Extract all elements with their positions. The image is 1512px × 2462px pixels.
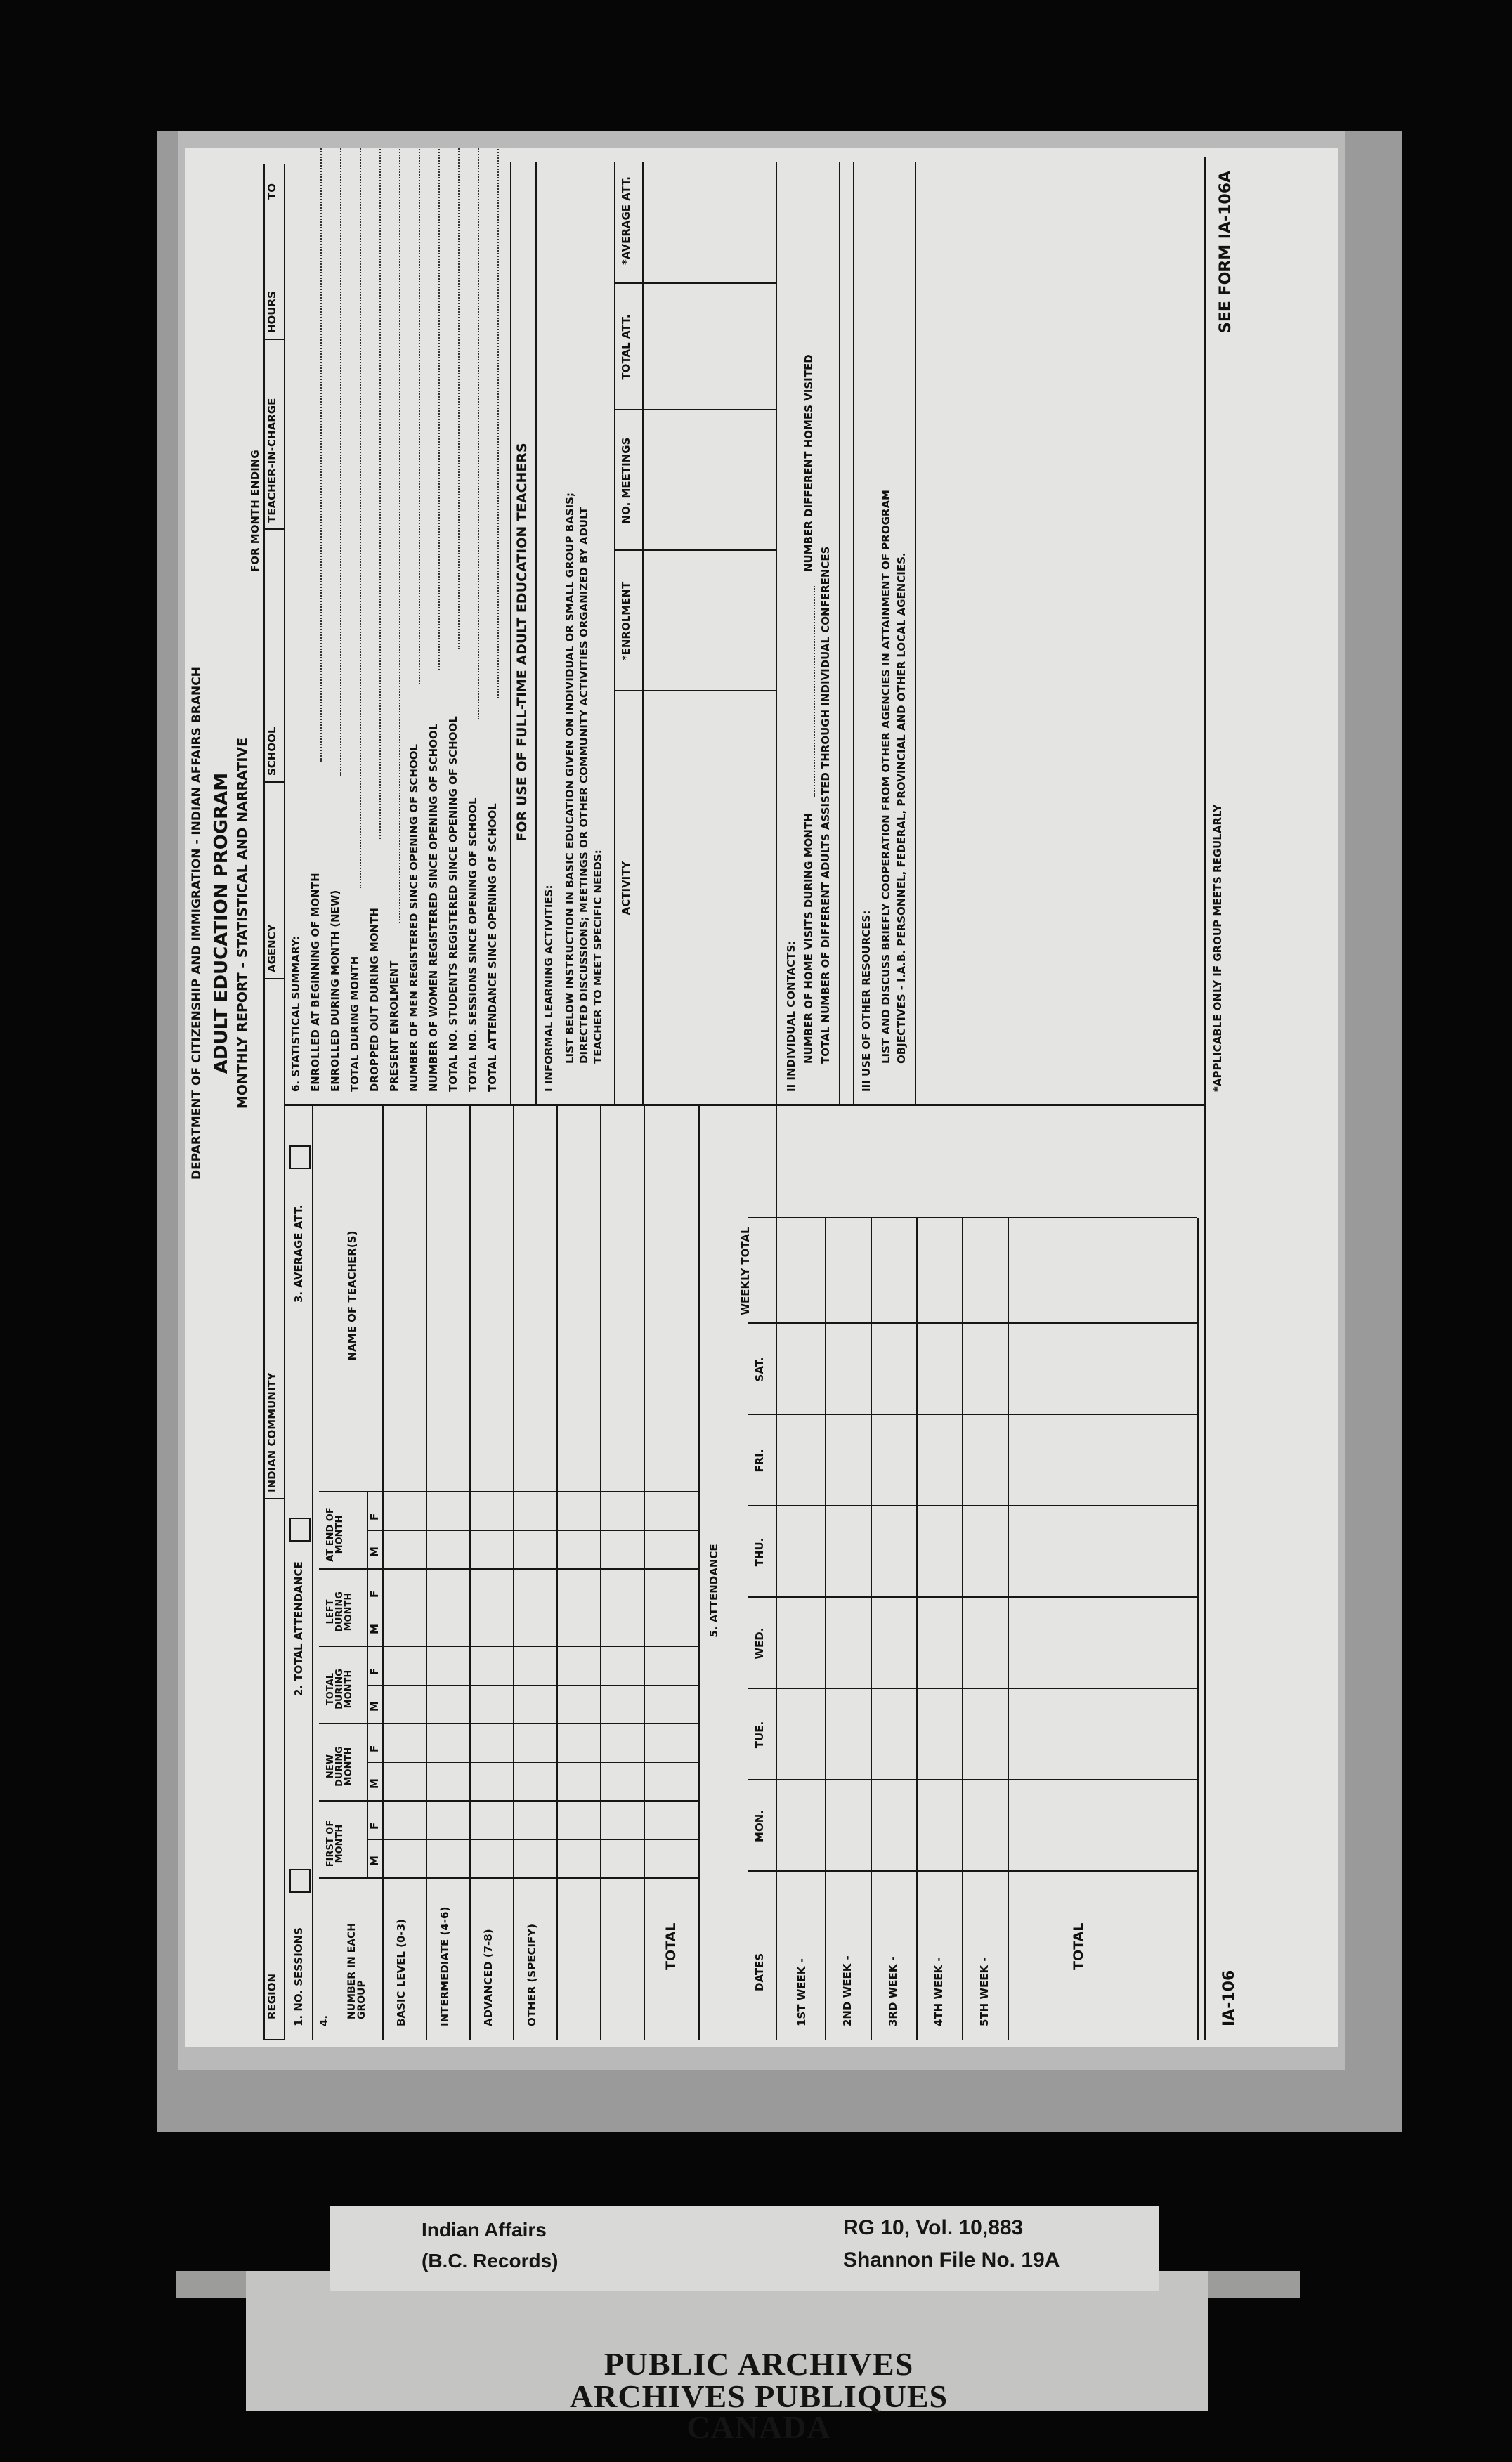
archive-label (330, 2206, 1159, 2291)
stat-item-10: TOTAL ATTENDANCE SINCE OPENING OF SCHOOL (486, 803, 499, 1092)
attendance-col-fri: FRI. (753, 1449, 766, 1473)
m-end: M (368, 1546, 381, 1557)
week-row-4: 4TH WEEK - (932, 1957, 945, 2026)
to-label: TO (266, 183, 278, 200)
attendance-col-dates: DATES (753, 1953, 766, 1991)
sessions-label: 1. NO. SESSIONS (292, 1927, 305, 2026)
label-collection-line2: (B.C. Records) (422, 2250, 559, 2272)
see-form-note: SEE FORM IA-106A (1217, 170, 1234, 333)
adult-education-form (185, 148, 1338, 2047)
teacher-in-charge-label: TEACHER-IN-CHARGE (266, 398, 278, 523)
week-row-1: 1ST WEEK - (795, 1958, 808, 2026)
attendance-col-thu: THU. (753, 1537, 766, 1567)
first-of-month-header: FIRST OF MONTH (325, 1820, 345, 1868)
sessions-box (289, 1869, 311, 1893)
f-total: F (368, 1667, 381, 1675)
month-ending-label: FOR MONTH ENDING (249, 450, 261, 572)
label-reference-line2: Shannon File No. 19A (843, 2248, 1060, 2272)
group-row-intermediate: INTERMEDIATE (4-6) (438, 1906, 451, 2026)
form-number: IA-106 (1220, 1969, 1238, 2026)
indian-community-label: INDIAN COMMUNITY (266, 1372, 278, 1492)
stat-item-6: NUMBER OF MEN REGISTERED SINCE OPENING OF SCHOOL (408, 744, 420, 1092)
stat-item-1: ENROLLED AT BEGINNING OF MONTH (309, 873, 322, 1092)
label-reference-line1: RG 10, Vol. 10,883 (843, 2216, 1024, 2239)
attendance-total-row: TOTAL (1071, 1922, 1086, 1970)
activity-col-activity: ACTIVITY (620, 861, 632, 916)
attendance-col-sat: SAT. (753, 1357, 766, 1382)
statistical-summary-title: 6. STATISTICAL SUMMARY: (289, 935, 302, 1092)
informal-text-1: LIST BELOW INSTRUCTION IN BASIC EDUCATION GIVEN ON INDIVIDUAL OR SMALL GROUP BASIS; (563, 493, 576, 1064)
form-viewport (185, 148, 1338, 2047)
at-end-of-month-header: AT END OF MONTH (325, 1507, 345, 1562)
attendance-col-weekly-total: WEEKLY TOTAL (739, 1227, 752, 1315)
full-time-title: FOR USE OF FULL-TIME ADULT EDUCATION TEACHERS (514, 443, 530, 842)
stat-item-7: NUMBER OF WOMEN REGISTERED SINCE OPENING OF SCHOOL (427, 723, 440, 1092)
region-label: REGION (266, 1974, 278, 2019)
group-row-advanced: ADVANCED (7-8) (482, 1929, 495, 2026)
activity-col-meetings: NO. MEETINGS (620, 437, 632, 524)
attendance-title: 5. ATTENDANCE (708, 1544, 720, 1638)
group-row-other: OTHER (SPECIFY) (526, 1923, 538, 2026)
m-total: M (368, 1701, 381, 1712)
left-during-month-header: LEFT DURING MONTH (325, 1591, 354, 1632)
activity-col-average-att: *AVERAGE ATT. (620, 176, 632, 265)
average-att-box (289, 1145, 311, 1169)
activity-col-total-att: TOTAL ATT. (620, 314, 632, 380)
m-first: M (368, 1856, 381, 1866)
contacts-different-homes: NUMBER DIFFERENT HOMES VISITED (802, 354, 815, 572)
group-row-total: TOTAL (663, 1922, 679, 1970)
new-during-month-header: NEW DURING MONTH (325, 1746, 354, 1787)
group-row-basic: BASIC LEVEL (0-3) (395, 1919, 408, 2026)
stat-item-5: PRESENT ENROLMENT (388, 960, 400, 1092)
resources-title: III USE OF OTHER RESOURCES: (860, 910, 873, 1092)
week-row-2: 2ND WEEK - (841, 1955, 854, 2026)
f-end: F (368, 1513, 381, 1520)
total-during-month-header: TOTAL DURING MONTH (325, 1669, 354, 1709)
applicable-note: *APPLICABLE ONLY IF GROUP MEETS REGULARLY (1211, 804, 1224, 1092)
informal-text-3: TEACHER TO MEET SPECIFIC NEEDS: (592, 849, 604, 1064)
archives-stamp-line1: PUBLIC ARCHIVES (604, 2346, 914, 2382)
agency-label: AGENCY (266, 924, 278, 972)
department-title: DEPARTMENT OF CITIZENSHIP AND IMMIGRATION - INDIAN AFFAIRS BRANCH (190, 667, 204, 1180)
activity-col-enrolment: *ENROLMENT (620, 581, 632, 661)
contacts-title: II INDIVIDUAL CONTACTS: (785, 940, 797, 1092)
informal-text-2: DIRECTED DISCUSSIONS; MEETINGS OR OTHER COMMUNITY ACTIVITIES ORGANIZED BY ADULT (578, 507, 590, 1064)
archives-stamp-line2: ARCHIVES PUBLIQUES (569, 2378, 949, 2414)
m-left: M (368, 1624, 381, 1634)
teachers-header: NAME OF TEACHER(S) (346, 1230, 358, 1361)
label-collection-line1: Indian Affairs (422, 2219, 547, 2241)
f-left: F (368, 1590, 381, 1598)
stat-item-2: ENROLLED DURING MONTH (NEW) (329, 890, 341, 1092)
attendance-col-tue: TUE. (753, 1721, 766, 1749)
total-attendance-box (289, 1518, 311, 1542)
groups-number-header: NUMBER IN EACH GROUP (346, 1922, 367, 2019)
total-attendance-label: 2. TOTAL ATTENDANCE (292, 1561, 305, 1696)
contacts-adults-assisted: TOTAL NUMBER OF DIFFERENT ADULTS ASSISTED THROUGH INDIVIDUAL CONFERENCES (819, 546, 832, 1064)
groups-section-number: 4. (318, 2014, 330, 2026)
stat-item-3: TOTAL DURING MONTH (348, 956, 361, 1092)
week-row-5: 5TH WEEK - (978, 1957, 991, 2026)
attendance-col-wed: WED. (753, 1627, 766, 1660)
archives-stamp-line3: CANADA (686, 2409, 831, 2445)
contacts-home-visits: NUMBER OF HOME VISITS DURING MONTH (802, 813, 815, 1064)
program-title: ADULT EDUCATION PROGRAM (211, 772, 232, 1074)
stat-item-4: DROPPED OUT DURING MONTH (368, 908, 381, 1092)
m-new: M (368, 1778, 381, 1789)
stat-item-9: TOTAL NO. SESSIONS SINCE OPENING OF SCHOOL (467, 797, 479, 1092)
hours-label: HOURS (266, 291, 278, 333)
average-att-label: 3. AVERAGE ATT. (292, 1204, 305, 1303)
school-label: SCHOOL (266, 727, 278, 776)
week-row-3: 3RD WEEK - (887, 1956, 899, 2026)
f-first: F (368, 1822, 381, 1830)
resources-text-1: LIST AND DISCUSS BRIEFLY COOPERATION FROM OTHER AGENCIES IN ATTAINMENT OF PROGRAM (880, 490, 892, 1064)
f-new: F (368, 1745, 381, 1752)
stat-item-8: TOTAL NO. STUDENTS REGISTERED SINCE OPENING OF SCHOOL (447, 716, 460, 1092)
attendance-col-mon: MON. (753, 1810, 766, 1842)
report-title: MONTHLY REPORT - STATISTICAL AND NARRATIVE (235, 737, 250, 1109)
resources-text-2: OBJECTIVES - I.A.B. PERSONNEL, FEDERAL, PROVINCIAL AND OTHER LOCAL AGENCIES. (895, 552, 908, 1064)
informal-learning-title: I INFORMAL LEARNING ACTIVITIES: (542, 885, 555, 1092)
